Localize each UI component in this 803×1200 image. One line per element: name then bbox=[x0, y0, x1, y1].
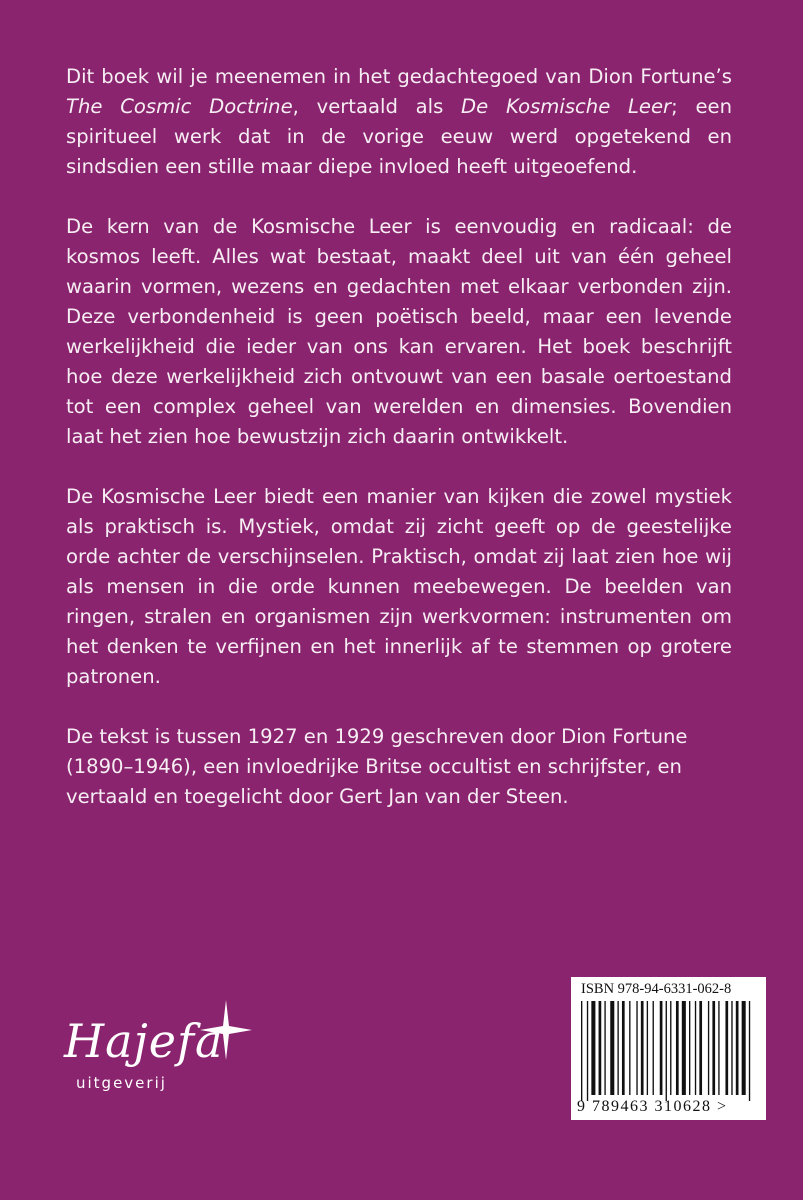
publisher-tagline: uitgeverij bbox=[76, 1074, 167, 1092]
blurb-paragraph-4: De tekst is tussen 1927 en 1929 geschreven door Dion Fortune (1890–1946), een invloedrijke Britse occultist en schrijfster, en vertaald en toegelicht door Gert Jan van der Steen. bbox=[66, 725, 688, 808]
blurb-paragraph-1 bbox=[66, 62, 732, 182]
star-icon bbox=[200, 1000, 252, 1060]
isbn-label: ISBN 978-94-6331-062-8 bbox=[581, 981, 732, 997]
isbn-digits: 9 789463 310628 > bbox=[577, 1098, 728, 1115]
translated-title: De Kosmische Leer bbox=[461, 95, 672, 118]
back-cover-blurb bbox=[66, 62, 732, 842]
original-title: The Cosmic Doctrine bbox=[66, 95, 293, 118]
blurb-text: , vertaald als bbox=[292, 95, 462, 118]
blurb-text: Dit boek wil je meenemen in het gedachtegoed van Dion Fortune’s bbox=[66, 65, 732, 88]
barcode-icon bbox=[579, 1001, 759, 1101]
publisher-logo bbox=[60, 1000, 260, 1100]
isbn-barcode-box bbox=[571, 977, 766, 1120]
blurb-text: ; een spiritueel werk dat in de vorige eeuw werd opgetekend en sindsdien een stille maar diepe invloed heeft uitgeoefend. bbox=[66, 95, 732, 178]
blurb-paragraph-3: De Kosmische Leer biedt een manier van kijken die zowel mystiek als praktisch is. Mystiek, omdat zij zicht geeft op de geestelijke orde achter de verschijnselen. Praktisch, omdat zij laat zien hoe wij als mensen in die orde kunnen meebewegen. De beelden van ringen, stralen en organismen zijn werkvormen: instrumenten om het denken te verfijnen en het innerlijk af te stemmen op grotere patronen. bbox=[66, 485, 732, 688]
blurb-paragraph-2: De kern van de Kosmische Leer is eenvoudig en radicaal: de kosmos leeft. Alles wat bestaat, maakt deel uit van één geheel waarin vormen, wezens en gedachten met elkaar verbonden zijn. Deze verbondenheid is geen poëtisch beeld, maar een levende werkelijkheid die ieder van ons kan ervaren. Het boek beschrijft hoe deze werkelijkheid zich ontvouwt van een basale oertoestand tot een complex geheel van werelden en dimensies. Bovendien laat het zien hoe bewustzijn zich daarin ontwikkelt. bbox=[66, 215, 732, 448]
publisher-name: Hajefa bbox=[64, 1014, 224, 1068]
